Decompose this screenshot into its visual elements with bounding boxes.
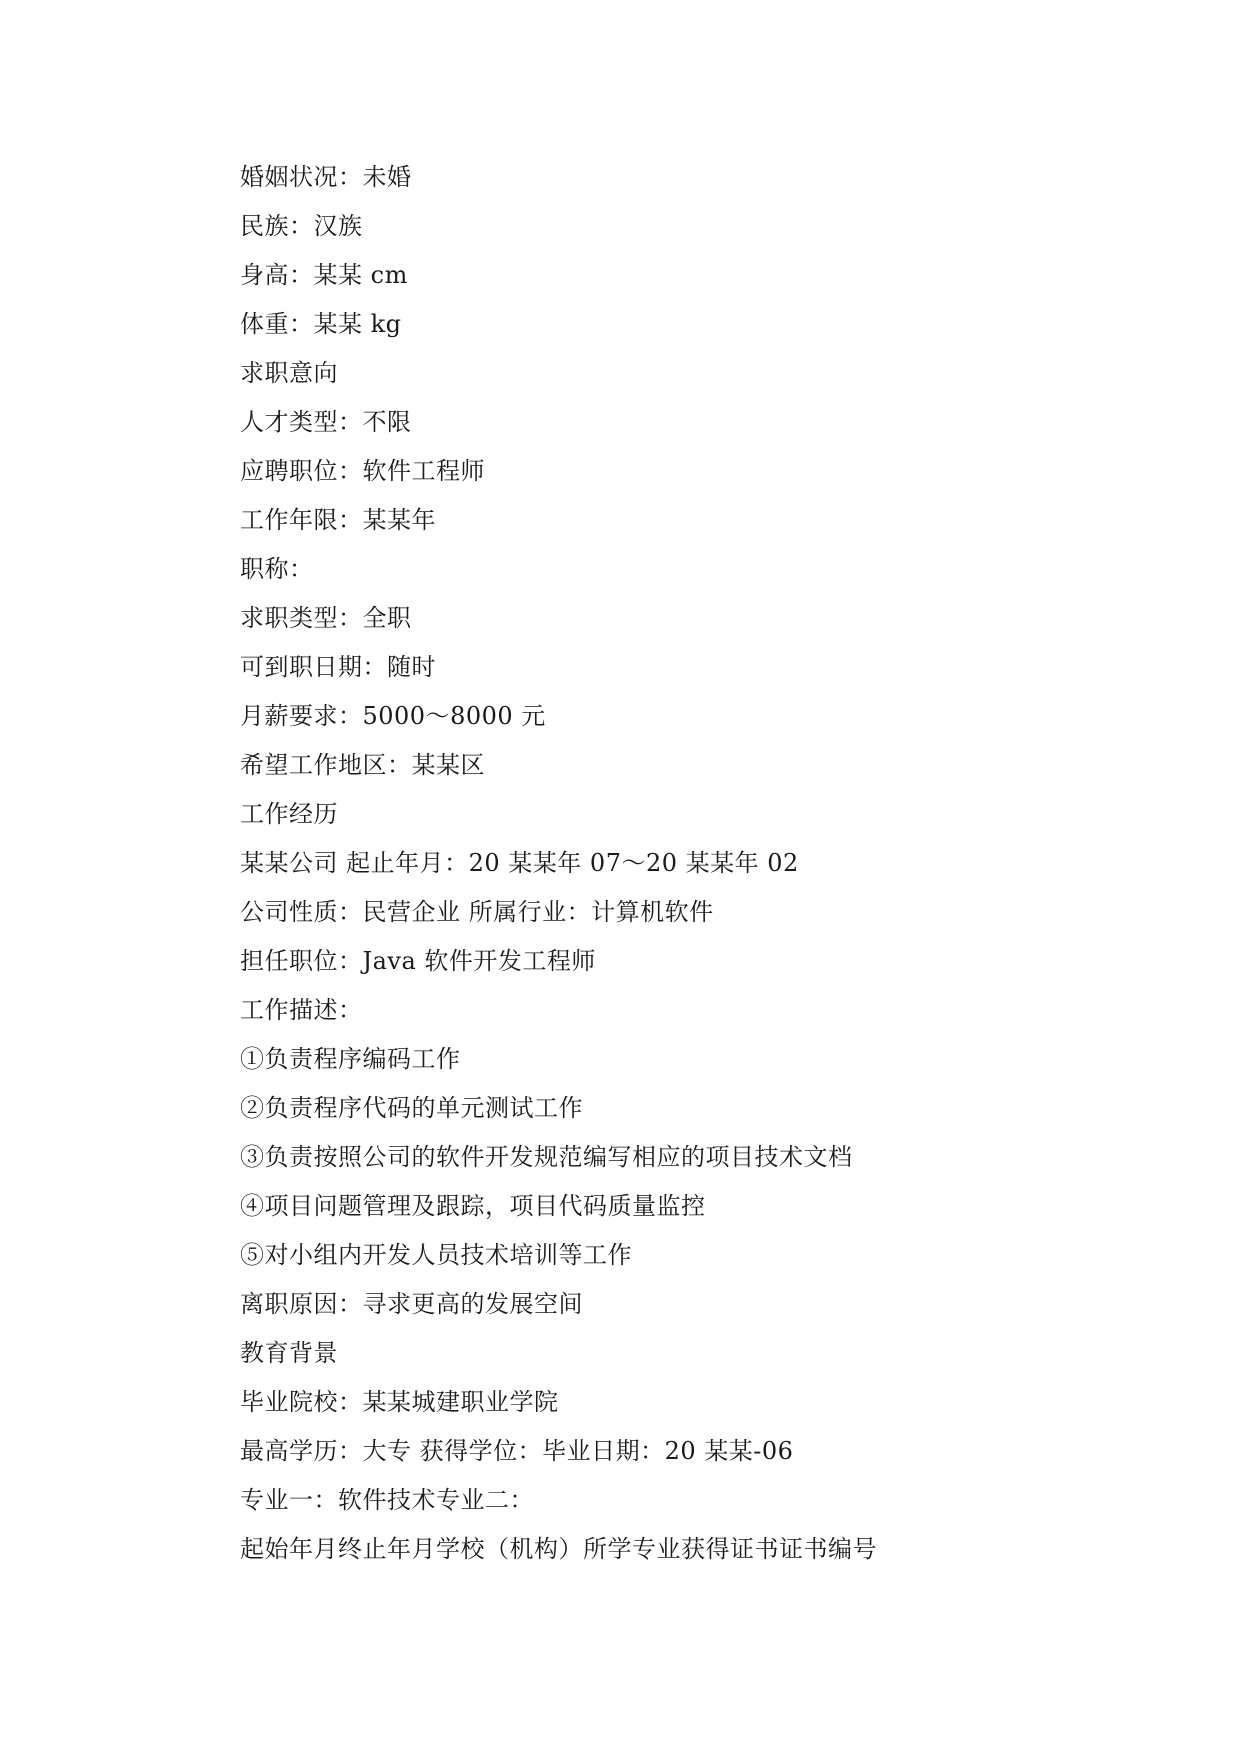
job-description-label: 工作描述： [240,996,363,1024]
marital-status-line: 婚姻状况：未婚 [240,163,412,191]
leaving-reason-line: 离职原因：寻求更高的发展空间 [240,1290,583,1318]
school-line: 毕业院校：某某城建职业学院 [240,1388,559,1416]
duty-item-4: ④项目问题管理及跟踪，项目代码质量监控 [240,1192,706,1220]
salary-line: 月薪要求：5000～8000 元 [240,702,546,730]
duty-item-1: ①负责程序编码工作 [240,1045,461,1073]
duty-item-2: ②负责程序代码的单元测试工作 [240,1094,583,1122]
desired-area-line: 希望工作地区：某某区 [240,751,485,779]
height-line: 身高：某某 cm [240,261,408,289]
job-type-line: 求职类型：全职 [240,604,412,632]
certificate-table-header: 起始年月终止年月学校（机构）所学专业获得证书证书编号 [240,1535,877,1563]
position-held-line: 担任职位：Java 软件开发工程师 [240,947,596,975]
available-date-line: 可到职日期：随时 [240,653,436,681]
talent-type-line: 人才类型：不限 [240,408,412,436]
company-nature-line: 公司性质：民营企业 所属行业：计算机软件 [240,898,714,926]
section-heading-education: 教育背景 [240,1339,338,1367]
ethnicity-line: 民族：汉族 [240,212,363,240]
resume-content [240,153,1140,1574]
applied-position-line: 应聘职位：软件工程师 [240,457,485,485]
duty-item-3: ③负责按照公司的软件开发规范编写相应的项目技术文档 [240,1143,853,1171]
work-years-line: 工作年限：某某年 [240,506,436,534]
highest-degree-line: 最高学历：大专 获得学位：毕业日期：20 某某-06 [240,1437,794,1465]
section-heading-work-experience: 工作经历 [240,800,338,828]
weight-line: 体重：某某 kg [240,310,402,338]
major-line: 专业一：软件技术专业二： [240,1486,534,1514]
job-title-line: 职称： [240,555,314,583]
section-heading-job-intention: 求职意向 [240,359,338,387]
duty-item-5: ⑤对小组内开发人员技术培训等工作 [240,1241,632,1269]
company-period-line: 某某公司 起止年月：20 某某年 07～20 某某年 02 [240,849,799,877]
